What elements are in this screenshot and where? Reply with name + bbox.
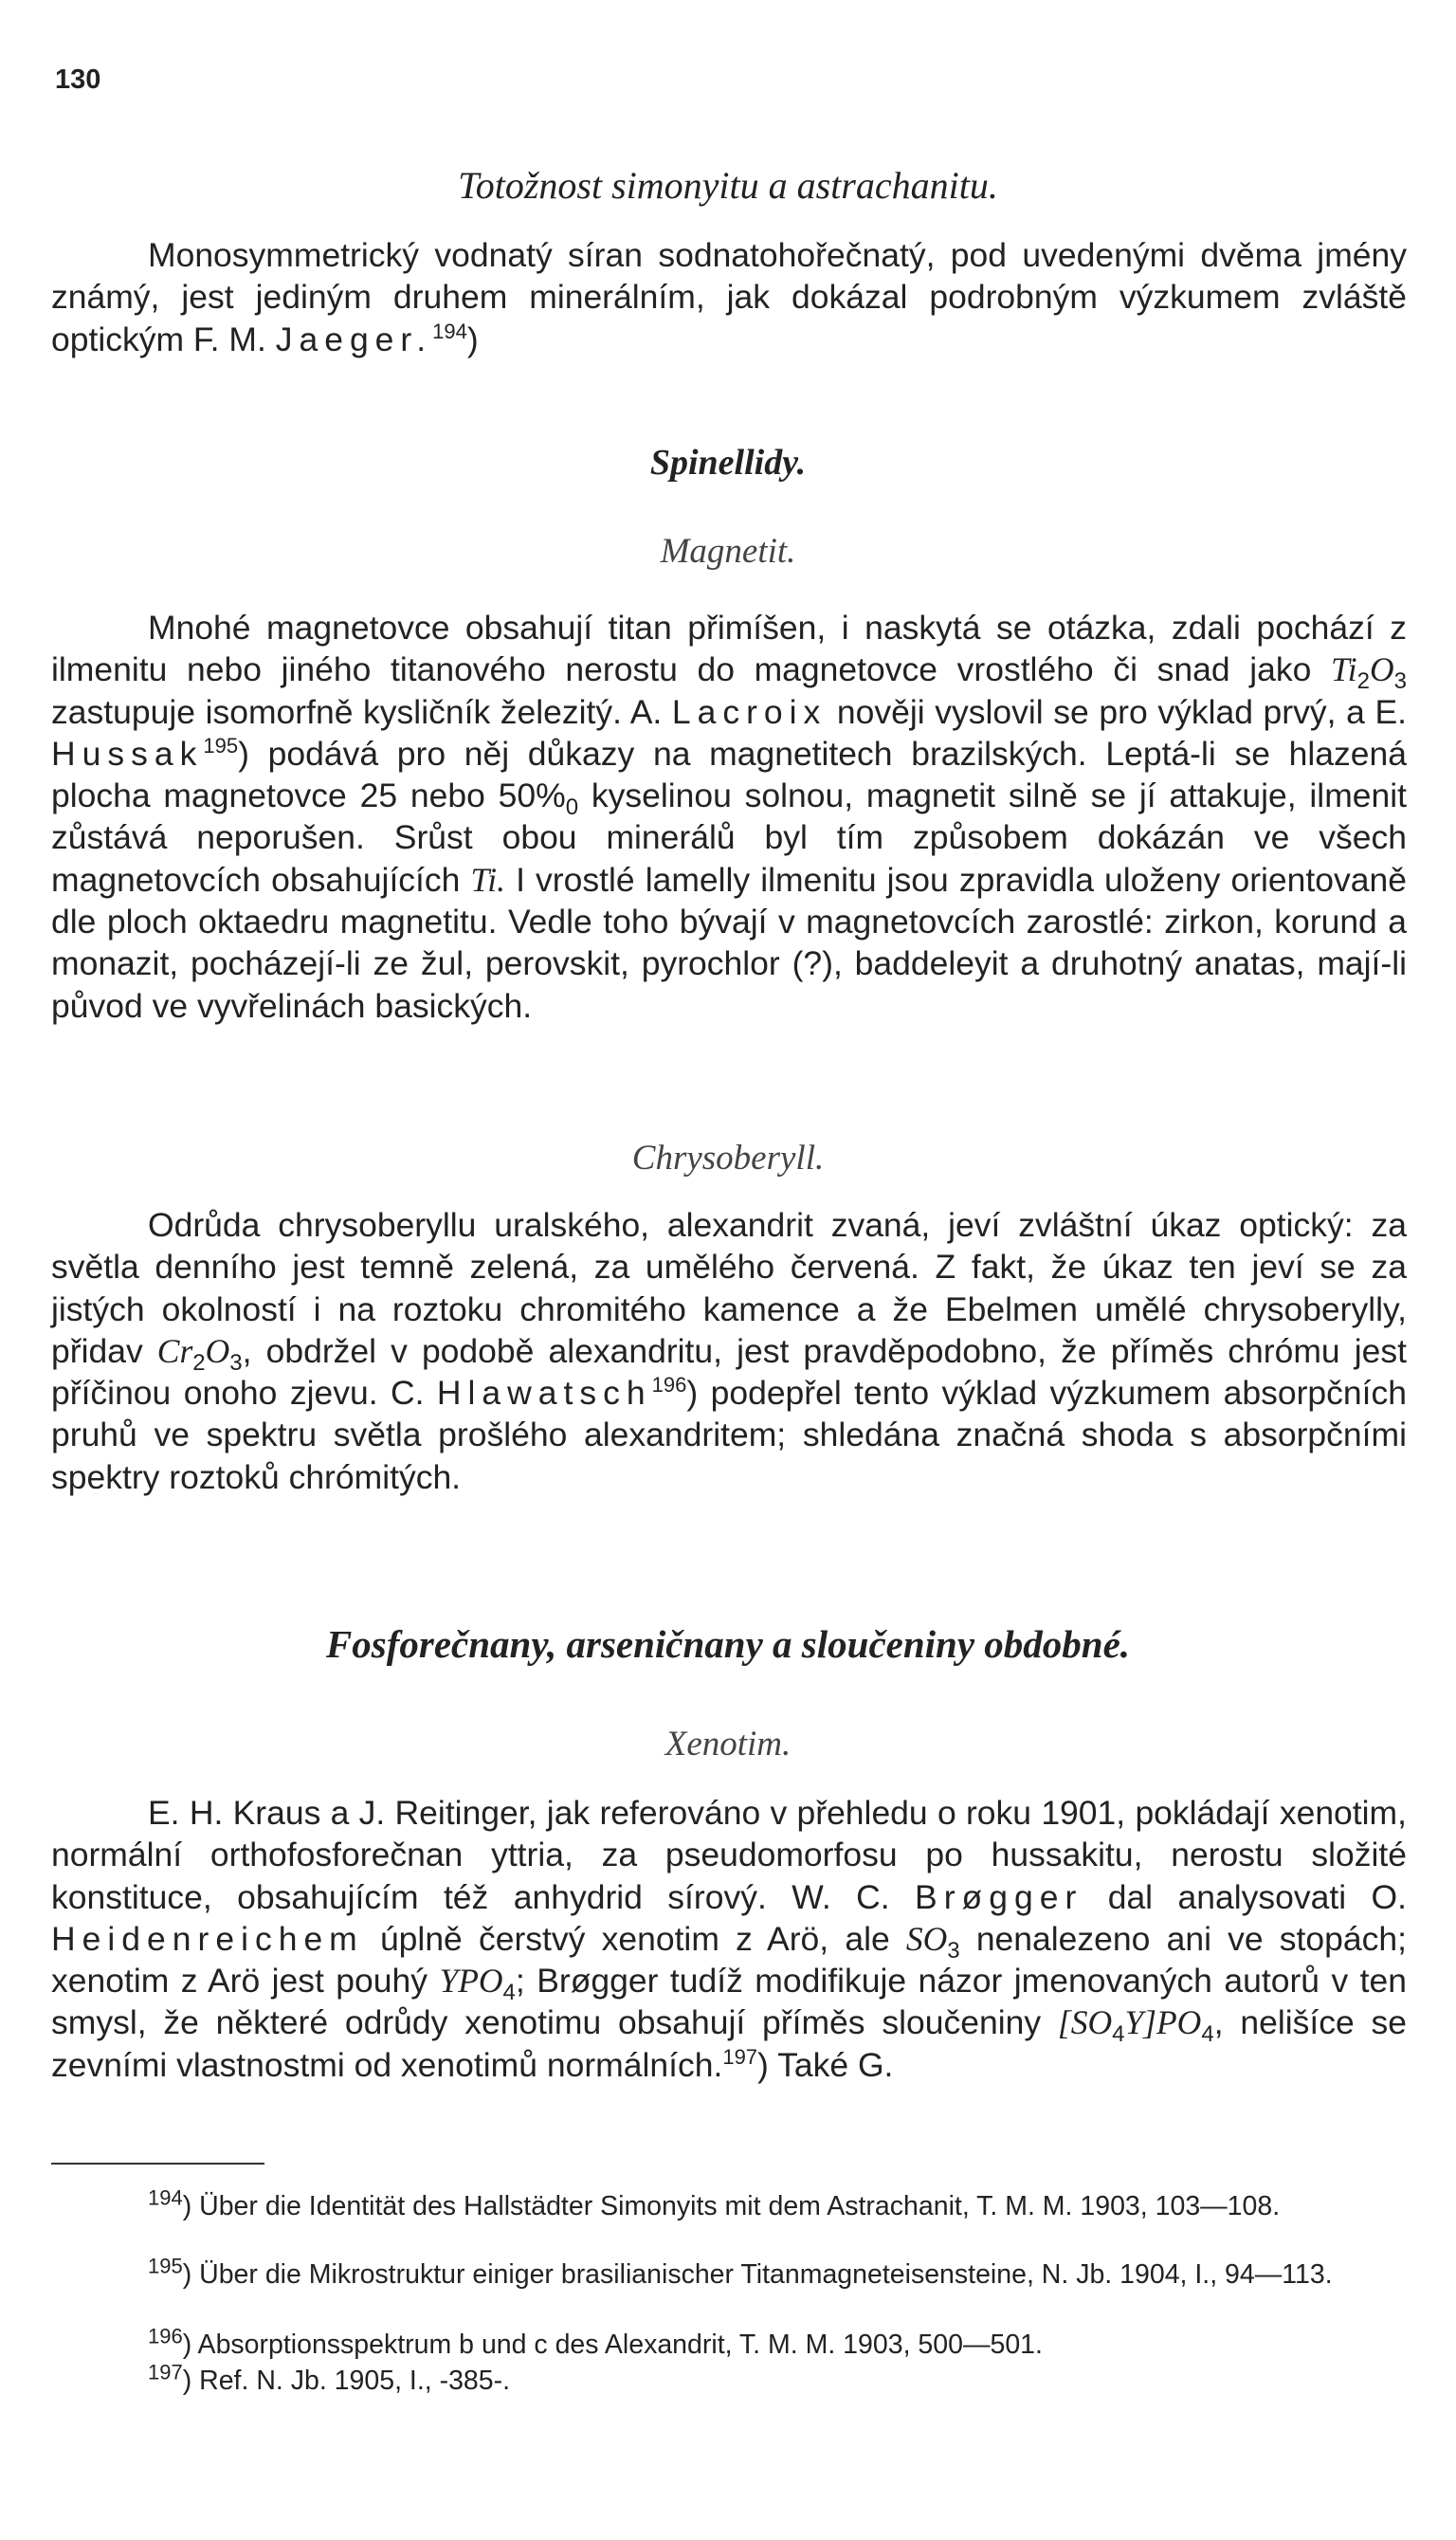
formula-ti: Ti. [470, 860, 506, 899]
text-run: Odrůda chrysoberyllu uralského, alexandrit zvaná, jeví zvláštní úkaz optický: za světla denního jest temně zelená, za umělého červená. Z fakt, že úkaz ten jeví se za jistých okolností i na roztoku chromitého kamence a že Ebelmen umělé chrysoberylly, přidav [51, 1206, 1407, 1370]
text-run: zastupuje isomorfně kysličník železitý. A. [51, 692, 672, 731]
footnote-195 [51, 2254, 1416, 2291]
formula-ti: Ti [1330, 650, 1357, 689]
footnote-ref-196: 196 [651, 1373, 687, 1398]
footnote-mark: 194 [148, 2185, 183, 2210]
formula-o: O [1370, 650, 1394, 689]
footnote-text: ) Über die Identität des Hallstädter Simonyits mit dem Astrachanit, T. M. M. 1903, 103—108. [182, 2191, 1281, 2221]
text-run: dal analysovati O. [1083, 1877, 1407, 1916]
page-number: 130 [55, 64, 101, 95]
text-run: ; Brøgger tudíž modifikuje názor jmenovaných autorů v ten smysl, že některé odrůdy xenotimu obsahují příměs sloučeniny [51, 1962, 1407, 2042]
text-run: I vrostlé lamelly ilmenitu jsou zpravidla uloženy orientovaně dle ploch oktaedru magnetitu. Vedle toho bývají v magnetovcích zarostlé: zirkon, korund a monazit, pocházejí-li ze žul, perovskit, pyrochlor (?), baddeleyit a druhotný anatas, mají-li původ ve vyvřelinách basických. [51, 860, 1407, 1025]
text-run: kyselinou solnou, magnetit silně se jí attakuje, ilmenit zůstává neporušen. Srůst obou minerálů byl tím způsobem dokázán ve všech magnetovcích obsahujících [51, 777, 1408, 899]
paragraph-magnetit [51, 607, 1407, 1027]
footnote-196 [51, 2324, 1416, 2361]
text-run: , obdržel v podobě alexandritu, jest pravděpodobno, že příměs chrómu jest příčinou onoho zjevu. C. [51, 1331, 1407, 1413]
section-title-simonyit: Totožnost simonyitu a astrachanitu. [458, 164, 998, 207]
footnote-text: ) Absorptionsspektrum b und c des Alexandrit, T. M. M. 1903, 500—501. [182, 2330, 1043, 2360]
formula-subscript: 3 [947, 1937, 960, 1964]
footnote-ref-195: 195 [203, 734, 239, 758]
formula-cr: Cr [156, 1331, 193, 1370]
author-hussak: Hussak [51, 734, 204, 773]
subsection-chrysoberyll: Chrysoberyll. [631, 1139, 825, 1178]
author-heidenreich: Heidenreichem [51, 1919, 364, 1958]
text-run: ) podává pro něj důkazy na magnetitech brazilských. Leptá-li se hlazená plocha magnetovce 25 nebo 50 [51, 734, 1407, 815]
percent-subscript: 0 [565, 795, 579, 821]
formula-ypo: YPO [439, 1962, 503, 2001]
footnote-mark: 195 [148, 2254, 183, 2278]
subsection-xenotim: Xenotim. [664, 1725, 792, 1763]
author-brogger: Brøgger [915, 1877, 1083, 1916]
text-run: E. H. Kraus a J. Reitinger, jak referováno v přehledu o roku 1901, pokládají xenotim, normální orthofosforečnan yttria, za pseudomorfosu po hussakitu, nerostu složité konstituce, obsahujícím též anhydrid sírový. W. C. [51, 1794, 1407, 1916]
text-run: ) podepřel tento výklad výzkumem absorpčních pruhů ve spektru světla prošlého alexandritem; shledána značná shoda s absorpčními spektry roztoků chrómitých. [51, 1374, 1407, 1496]
paragraph-chrysoberyll [51, 1204, 1407, 1498]
text-run: nověji vyslovil se pro výklad prvý, a E. [827, 692, 1407, 731]
formula-subscript: 2 [192, 1349, 206, 1376]
author-jaeger: Jaeger. [275, 320, 433, 358]
author-hlawatsch: Hlawatsch [436, 1374, 652, 1413]
footnote-ref-194: 194 [432, 319, 467, 343]
text-run: Monosymmetrický vodnatý síran sodnatohořečnatý, pod uvedenými dvěma jmény známý, jest jediným druhem minerálním, jak dokázal podrobným výzkumem zvláště optickým F. M. [51, 236, 1407, 358]
section-title-spinellidy: Spinellidy. [649, 443, 807, 483]
author-lacroix: Lacroix [671, 692, 828, 731]
footnote-ref-197: 197 [722, 2044, 758, 2069]
footnote-197 [51, 2360, 1416, 2397]
formula-subscript: 4 [1112, 2021, 1125, 2048]
text-run: ) [466, 320, 479, 358]
footnote-text: ) Ref. N. Jb. 1905, I., -385-. [182, 2366, 511, 2396]
footnote-mark: 196 [148, 2324, 183, 2348]
paragraph-xenotim [51, 1792, 1407, 2086]
percent-sign: % [536, 777, 566, 815]
formula-subscript: 3 [229, 1349, 243, 1376]
text-run: nenalezeno ani ve stopách; xenotim z Arö jest pouhý [51, 1919, 1408, 2001]
formula-po4: Y]PO [1124, 2003, 1202, 2042]
footnote-194 [51, 2185, 1416, 2222]
text-run: , nelišíce se zevními vlastnostmi od xenotimů normálních. [51, 2003, 1407, 2084]
formula-so: SO [905, 1919, 948, 1958]
paragraph-simonyit [51, 234, 1407, 360]
formula-o: O [205, 1331, 230, 1370]
text-run: úplně čerstvý xenotim z Arö, ale [363, 1919, 906, 1958]
section-title-fosforecnany: Fosforečnany, arseničnany a sloučeniny obdobné. [325, 1622, 1131, 1666]
formula-subscript: 3 [1393, 668, 1407, 695]
text-run: ) Také G. [757, 2045, 894, 2084]
footnote-text: ) Über die Mikrostruktur einiger brasilianischer Titanmagneteisensteine, N. Jb. 1904, I., 94—113. [182, 2259, 1333, 2290]
formula-subscript: 2 [1356, 668, 1370, 695]
footnote-mark: 197 [148, 2360, 183, 2385]
formula-so4y: [SO [1057, 2003, 1113, 2042]
formula-subscript: 4 [1201, 2021, 1214, 2048]
footnote-divider [51, 2163, 264, 2165]
formula-subscript: 4 [502, 1980, 516, 2006]
text-run: Mnohé magnetovce obsahují titan přimíšen, i naskytá se otázka, zdali pochází z ilmenitu nebo jiného titanového nerostu do magnetovce vrostlého či snad jako [51, 609, 1407, 689]
subsection-magnetit: Magnetit. [660, 532, 796, 571]
